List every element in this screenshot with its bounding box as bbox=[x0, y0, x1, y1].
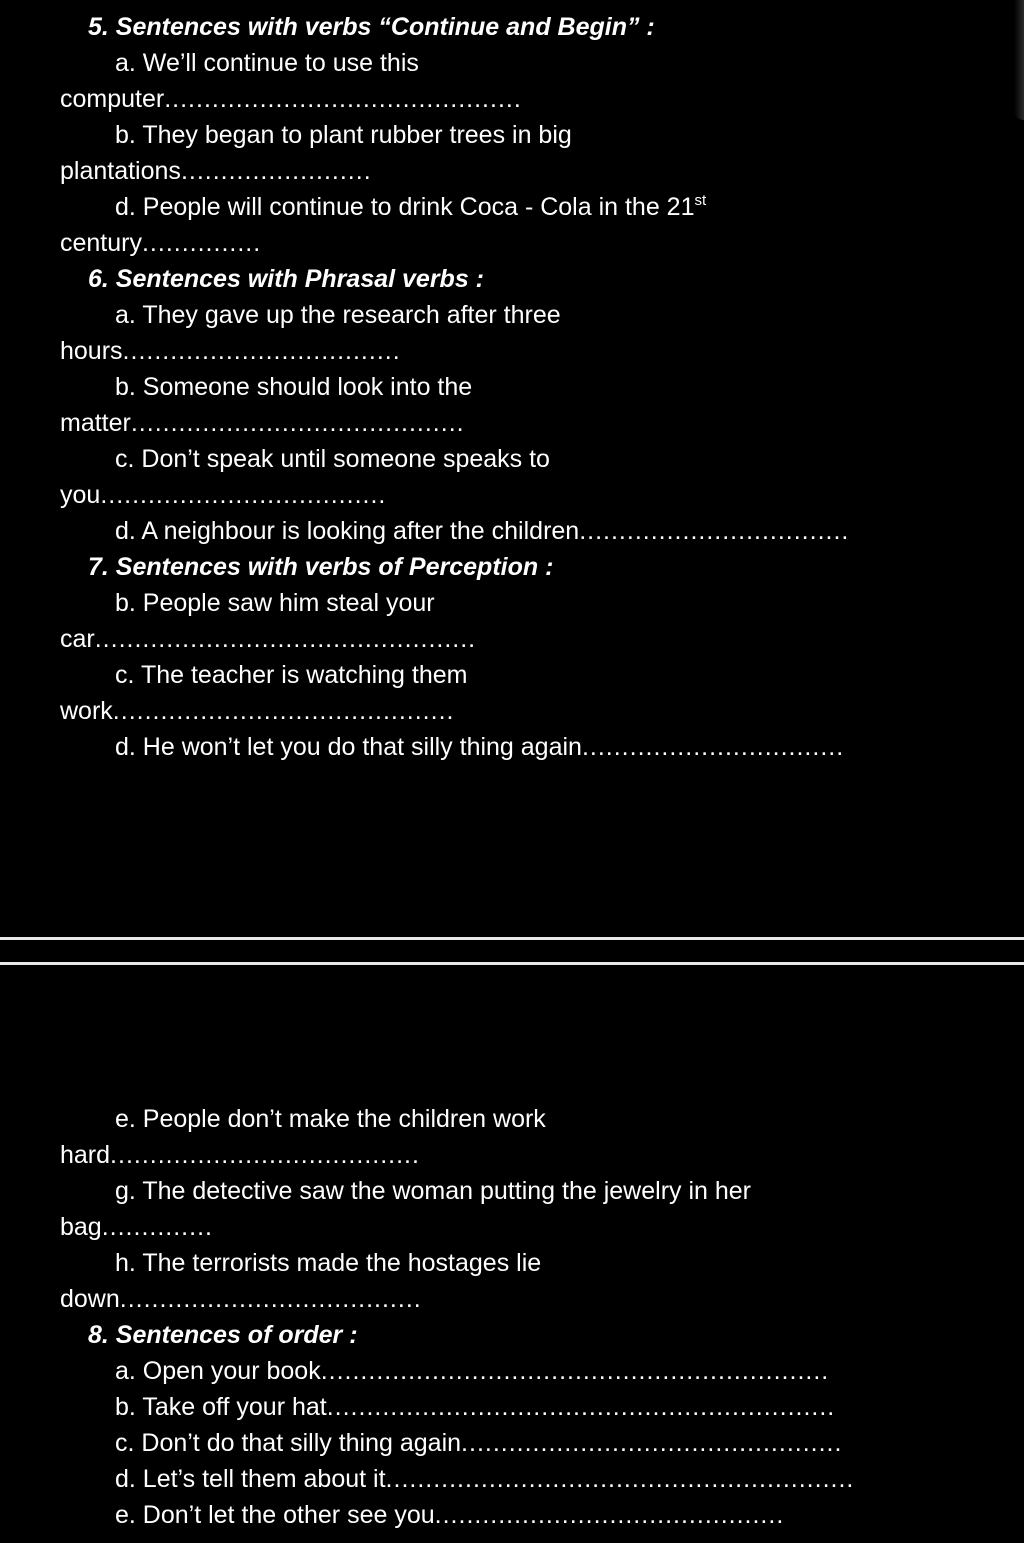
s7-c-line2: work........................................... bbox=[60, 697, 455, 725]
answer-blank: ............... bbox=[141, 229, 262, 257]
s6-a-line1: a. They gave up the research after three bbox=[115, 301, 561, 329]
s7-h-line1: h. The terrorists made the hostages lie bbox=[115, 1249, 542, 1277]
s7-h-line2: down...................................... bbox=[60, 1285, 422, 1313]
page-separator-bottom bbox=[0, 962, 1024, 965]
answer-blank: ........................ bbox=[180, 157, 372, 185]
answer-blank: .................................. bbox=[579, 517, 850, 545]
s8-c-line: c. Don’t do that silly thing again................................................ bbox=[115, 1429, 843, 1457]
section-7-heading: 7. Sentences with verbs of Perception : bbox=[88, 553, 554, 581]
answer-blank: ....................................... bbox=[110, 1141, 420, 1169]
s5-b-line1: b. They began to plant rubber trees in big bbox=[115, 121, 572, 149]
section-8-heading: 8. Sentences of order : bbox=[88, 1321, 358, 1349]
s5-d-line1: d. People will continue to drink Coca - Cola in the 21st bbox=[115, 192, 707, 221]
superscript-st: st bbox=[694, 192, 707, 209]
s5-a-line2: computer............................................. bbox=[60, 85, 522, 113]
answer-blank: ................................................................ bbox=[326, 1393, 836, 1421]
s5-d-line2: century............... bbox=[60, 229, 262, 257]
s6-a-line2: hours................................... bbox=[60, 337, 401, 365]
answer-blank: ................................................ bbox=[461, 1429, 843, 1457]
s5-a-line1: a. We’ll continue to use this bbox=[115, 49, 419, 77]
s8-b-line: b. Take off your hat................................................................ bbox=[115, 1393, 836, 1421]
answer-blank: ........................................... bbox=[112, 697, 455, 725]
scroll-edge-decoration bbox=[1014, 0, 1024, 120]
s6-b-line1: b. Someone should look into the bbox=[115, 373, 473, 401]
s7-e-line1: e. People don’t make the children work bbox=[115, 1105, 546, 1133]
answer-blank: .................................... bbox=[100, 481, 387, 509]
answer-blank: .......................................... bbox=[130, 409, 465, 437]
page-separator-top bbox=[0, 937, 1024, 940]
answer-blank: .............. bbox=[101, 1213, 213, 1241]
answer-blank: ................................. bbox=[581, 733, 845, 761]
answer-blank: ............................................ bbox=[434, 1501, 785, 1529]
answer-blank: ................................................ bbox=[94, 625, 477, 653]
s8-e-line: e. Don’t let the other see you............................................ bbox=[115, 1501, 785, 1529]
answer-blank: ................................... bbox=[122, 337, 401, 365]
s7-g-line1: g. The detective saw the woman putting the jewelry in her bbox=[115, 1177, 751, 1205]
section-5-heading: 5. Sentences with verbs “Continue and Begin” : bbox=[88, 13, 655, 41]
s7-b-line2: car................................................ bbox=[60, 625, 477, 653]
s5-b-line2: plantations........................ bbox=[60, 157, 372, 185]
answer-blank: ................................................................ bbox=[320, 1357, 830, 1385]
s7-e-line2: hard....................................... bbox=[60, 1141, 420, 1169]
section-6-heading: 6. Sentences with Phrasal verbs : bbox=[88, 265, 484, 293]
answer-blank: ........................................................... bbox=[385, 1465, 855, 1493]
s7-g-line2: bag.............. bbox=[60, 1213, 213, 1241]
s6-c-line2: you.................................... bbox=[60, 481, 387, 509]
s8-a-line: a. Open your book................................................................ bbox=[115, 1357, 830, 1385]
answer-blank: ...................................... bbox=[119, 1285, 422, 1313]
s7-b-line1: b. People saw him steal your bbox=[115, 589, 435, 617]
s7-c-line1: c. The teacher is watching them bbox=[115, 661, 468, 689]
s6-b-line2: matter.......................................... bbox=[60, 409, 465, 437]
s8-d-line: d. Let’s tell them about it........................................................... bbox=[115, 1465, 855, 1493]
answer-blank: ............................................. bbox=[164, 85, 522, 113]
s7-d-line: d. He won’t let you do that silly thing again................................. bbox=[115, 733, 845, 761]
s6-d-line: d. A neighbour is looking after the children.................................. bbox=[115, 517, 850, 545]
s6-c-line1: c. Don’t speak until someone speaks to bbox=[115, 445, 550, 473]
